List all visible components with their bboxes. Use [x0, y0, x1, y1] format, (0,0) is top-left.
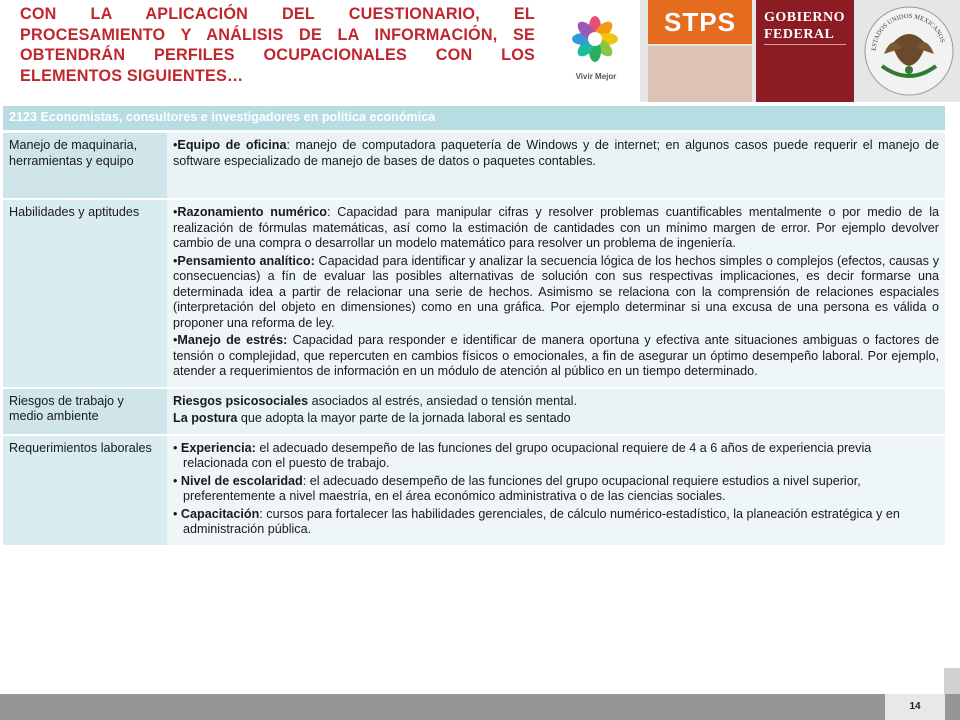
- bullet-item: • Nivel de escolaridad: el adecuado desempeño de las funciones del grupo ocupacional requiere estudios a nivel superior, preferentemente a nivel maestría, en el área económico administrativa o de las ciencias sociales.: [173, 473, 861, 503]
- stps-logo-band: [648, 46, 752, 102]
- gobierno-divider: [764, 44, 846, 45]
- bullet-item: • Capacitación: cursos para fortalecer las habilidades gerenciales, de cálculo numérico-estadístico, la planeación estratégica y en administración pública.: [173, 506, 900, 536]
- bullet-item: •Equipo de oficina: manejo de computadora paquetería de Windows y de internet; en algunos casos puede requerir el manejo de software especializado de manejo de bases de datos o paquetes contables.: [173, 138, 940, 168]
- table-heading-row: [3, 106, 945, 132]
- table-row-maquinaria: [3, 132, 945, 200]
- vivir-mejor-label: Vivir Mejor: [575, 72, 617, 81]
- table-row-habilidades: [3, 199, 945, 388]
- footer-bar: [0, 694, 960, 720]
- row-content: [167, 132, 945, 200]
- text-item: La postura que adopta la mayor parte de la jornada laboral es sentado: [173, 411, 571, 425]
- bullet-item: •Pensamiento analítico: Capacidad para identificar y analizar la secuencia lógica de los hechos simples o complejos (efectos, causas y consecuencias) a fín de evaluar las posibles alternativas de solución con sus respectivas implicaciones, es decir formarse una determinada idea a partir de relacionar una serie de hechos. Asimismo se relaciona con la comprensión de relaciones espaciales (interpretación del objeto en dimensiones) como en una gráfica. Por ejemplo determinar si una excusa de una persona es válida o proponer una reforma de ley.: [173, 253, 940, 330]
- escudo-nacional-icon: [862, 4, 956, 98]
- vivir-mejor-flower-icon: [570, 14, 620, 64]
- escudo-label: ESTADOS UNIDOS MEXICANOS: [870, 12, 946, 52]
- gobierno-label-line2: FEDERAL: [764, 27, 835, 42]
- row-label: Habilidades y aptitudes: [3, 199, 167, 388]
- row-content: [167, 435, 945, 546]
- stps-logo: STPS: [648, 0, 752, 44]
- gobierno-label-line1: GOBIERNO: [764, 10, 846, 25]
- text-item: Riesgos psicosociales asociados al estrés, ansiedad o tensión mental.: [173, 393, 577, 408]
- row-label: Riesgos de trabajo y medio ambiente: [3, 388, 167, 435]
- page-title: CON LA APLICACIÓN DEL CUESTIONARIO, EL PROCESAMIENTO Y ANÁLISIS DE LA INFORMACIÓN, SE OBTENDRÁN PERFILES OCUPACIONALES CON LOS ELEMENTOS SIGUIENTES…: [20, 5, 535, 85]
- bullet-item: •Manejo de estrés: Capacidad para responder e identificar de manera oportuna y efectiva ante situaciones ambiguas o factores de tensión o complejidad, que repercuten en cambios físicos o emocionales, a fin de asegurar un óptimo desempeño laboral. Por ejemplo, atender a requerimientos de información en un módulo de atención al público en un tiempo determinado.: [173, 333, 939, 378]
- bullet-item: • Experiencia: el adecuado desempeño de las funciones del grupo ocupacional requiere de 4 a 6 años de experiencia previa relacionada con el puesto de trabajo.: [173, 440, 872, 470]
- row-content: [167, 199, 945, 388]
- page-number: 14: [885, 694, 945, 720]
- gobierno-federal-label: [764, 9, 845, 43]
- footer-accent: [944, 668, 960, 694]
- row-label: Manejo de maquinaria, herramientas y equipo: [3, 132, 167, 200]
- occupational-profile-table: [3, 106, 945, 547]
- bullet-item: •Razonamiento numérico: Capacidad para manipular cifras y resolver problemas cuantificables mentalmente o por medio de la realización de fórmulas matemáticas, así como la estimación de cantidades con un mínimo margen de error. Por ejemplo devolver cambio de una compra o desarrollar un modelo matemático para resolver un problema de ingeniería.: [173, 205, 940, 250]
- table-row-requerimientos: [3, 435, 945, 546]
- occupation-heading: 2123 Economistas, consultores e investigadores en política económica: [3, 106, 945, 132]
- table-row-riesgos: [3, 388, 945, 435]
- row-label: Requerimientos laborales: [3, 435, 167, 546]
- row-content: [167, 388, 945, 435]
